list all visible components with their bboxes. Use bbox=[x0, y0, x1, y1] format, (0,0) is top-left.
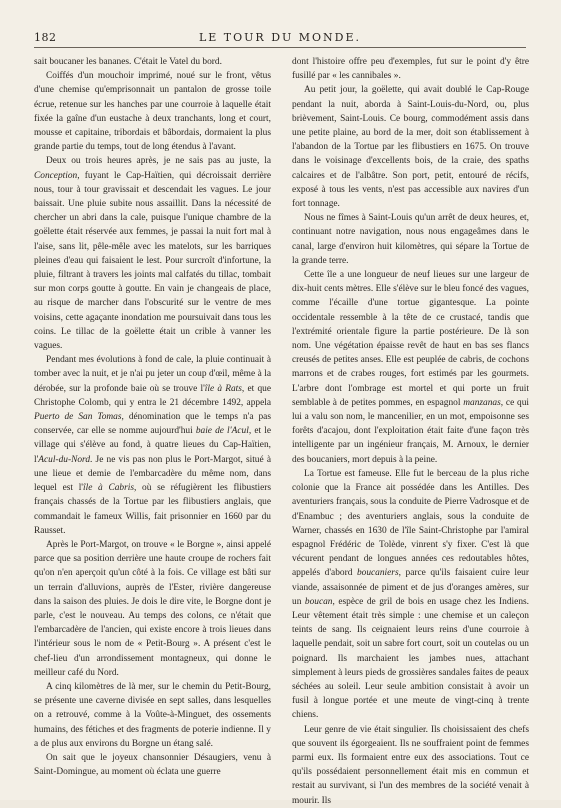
running-title: LE TOUR DU MONDE. bbox=[198, 31, 362, 44]
left-column bbox=[34, 55, 271, 785]
header-rule bbox=[34, 47, 526, 48]
paragraph: Nous ne fîmes à Saint-Louis qu'un arrêt de deux heures, et, continuant notre navigation, nous nous engageâmes dans le canal, large d'environ huit kilomètres, qui sépare la Tortue de la grande terre. bbox=[292, 213, 529, 266]
paragraph: On sait que le joyeux chansonnier Désaugiers, venu à Saint-Domingue, au moment où éclata une guerre bbox=[34, 752, 271, 778]
paragraph: Cette île a une longueur de neuf lieues sur une largeur de dix-huit cents mètres. Elle s'élève sur le bleu foncé des vagues, comme l'écaille d'une tortue gigantesque. La pointe occidentale ressemble à la tête de ce crustacé, tandis que l'extrémité orientale figure la partie postérieure. De là son nom. Une végétation épaisse revêt de haut en bas ses flancs creusés de petites anses. Elle est peuplée de cabris, de cochons marrons et de crabes rouges, fort estimés par les gourmets. L'arbre dont l'ombrage est mortel et qui porte un fruit semblable à de petites pommes, en espagnol manzanas, ce qui lui a valu son nom, le mancenilier, en un mot, empoisonne ses forêts d'acajou, dont l'exploitation était faite d'une façon très intelligente par un ingénieur français, M. Arnoux, le dernier des boucaniers, mort depuis à la peine. bbox=[292, 270, 529, 465]
paragraph: Coiffés d'un mouchoir imprimé, noué sur le front, vêtus d'une chemise qu'emprisonnait un pantalon de grosse toile écrue, retenue sur les hanches par une courroie à laquelle était fixée la gaîne d'un eustache à deux tranchants, long et court, mousse et capitaine, tribordais et bâbordais, dormaient la plus grande partie du temps, tout de long étendus à l'avant. bbox=[34, 71, 271, 153]
paragraph: Deux ou trois heures après, je ne sais pas au juste, la Conception, fuyant le Cap-Haïtien, qui décroissait derrière nous, tour à tour gravissait et descendait les vagues. Le jour baissait. Une pluie subite nous assaillit. Dans la nécessité de chercher un abri dans la cale, puisque l'unique chambre de la goëlette était réservée aux femmes, je passai la nuit fort mal à l'aise, sans lit, pêle-mêle avec les matelots, sur les barriques pleines d'eau qui faisaient le lest. Pour surcroît d'infortune, la pluie, filtrant à travers les joints mal calfatés du tillac, tombait sur mon corps goutte à goutte. En vain je changeais de place, au risque de marcher dans l'obscurité sur le ventre de mes voisins, cette agaçante inondation me poursuivait dans tous les coins. Le tillac de la goëlette était un crible à vanner les vagues. bbox=[34, 156, 271, 352]
paragraph: dont l'histoire offre peu d'exemples, fut sur le point d'y être fusillé par « les cannibales ». bbox=[292, 57, 529, 82]
paragraph: Après le Port-Margot, on trouve « le Borgne », ainsi appelé parce que sa position derrière une haute croupe de rochers fait qu'on n'en aperçoit qu'un côté à la fois. Ce village est bâti sur un terrain d'alluvions, auprès de l'Ester, rivière dangereuse dans la saison des pluies. Je dois le dire vite, le Borgne dont je parle, c'est le nouveau. Au temps des colons, ce n'était que l'embarcadère de l'ancien, qui existe encore à trois lieues dans l'intérieur sous le nom de « Petit-Bourg ». A présent c'est le chef-lieu d'un arrondissement montagneux, qui donne le meilleur café du Nord. bbox=[34, 539, 271, 678]
paragraph: Pendant mes évolutions à fond de cale, la pluie continuait à tomber avec la nuit, et je n'ai pu jeter un coup d'œil, même à la dérobée, sur la profonde baie où se trouve l'île à Rats, et que Christophe Colomb, qui y entra le 21 décembre 1492, appela Puerto de San Tomas, dénomination que le temps n'a pas conservée, car elle se nomme aujourd'hui baie de l'Acul, et le village qui s'élève au fond, à quatre lieues du Cap-Haïtien, l'Acul-du-Nord. Je ne vis pas non plus le Port-Margot, situé à une lieue et demie de l'embarcadère du même nom, dans lequel est l'île à Cabris, où se réfugièrent les flibustiers français chassés de la Tortue par les flibustiers anglais, que commandait le fameux Willis, fait prisonnier en 1660 par du Rausset. bbox=[34, 355, 271, 536]
paragraph: Au petit jour, la goëlette, qui avait doublé le Cap-Rouge pendant la nuit, aborda à Saint-Louis-du-Nord, ou, plus brièvement, Saint-Louis. Ce bourg, commodément assis dans une petite plaine, au bord de la mer, doit son établissement à l'abandon de la Tortue par les flibustiers en 1675. On trouve dans le voisinage d'excellents bois, de la craie, des spaths calcaires et de l'albâtre. Son port, petit, entouré de récifs, exposé à tous les vents, n'est pas accessible aux navires d'un fort tonnage. bbox=[292, 85, 529, 210]
paragraph: sait boucaner les bananes. C'était le Vatel du bord. bbox=[34, 57, 222, 67]
paragraph: A cinq kilomètres de là mer, sur le chemin du Petit-Bourg, se présente une caverne divisée en sept salles, dans lesquelles on a retrouvé, comme à la Voûte-à-Minguet, des ossements humains, des fétiches et des fragments de poterie indienne. Il y a de plus aux environs du Borgne un étang salé. bbox=[34, 681, 271, 749]
page-number: 182 bbox=[34, 31, 57, 44]
paragraph: Leur genre de vie était singulier. Ils choisissaient des chefs que souvent ils égorgeaient. Ils ne souffraient point de femmes parmi eux. Ils formaient entre eux des associations. Tout ce qu'ils possédaient personnellement était mis en commun et restait au survivant, si l'un des membres de la société venait à mourir. Ils bbox=[292, 724, 529, 806]
paragraph: La Tortue est fameuse. Elle fut le berceau de la plus riche colonie que la France ait possédée dans les Antilles. Des aventuriers français, sous la conduite de Pierre Vadrosque et de d'Enambuc ; des aventuriers anglais, sous la conduite de Warner, chassés en 1630 de l'île Saint-Christophe par l'amiral espagnol Frédéric de Tolède, vinrent s'y fixer. C'est là que vécurent pendant de longues années ces redoutables hôtes, appelés d'abord boucaniers, parce qu'ils faisaient cuire leur viande, assaisonnée de piment et de jus d'oranges amères, sur un boucan, espèce de gril de bois en usage chez les Indiens. Leur vêtement était très simple : une chemise et un caleçon teints de sang. Ils ceignaient leurs reins d'une courroie à laquelle pendait, soit un sabre fort court, soit un coutelas ou un poignard. Ils marchaient les jambes nues, attachant simplement à leurs pieds de grossières sandales faites de peaux séchées au soleil. Leur seule ambition consistait à avoir un fusil à longue portée et une meute de vingt-cinq à trente chiens. bbox=[292, 468, 530, 721]
right-column bbox=[292, 55, 530, 806]
running-header bbox=[34, 31, 526, 47]
